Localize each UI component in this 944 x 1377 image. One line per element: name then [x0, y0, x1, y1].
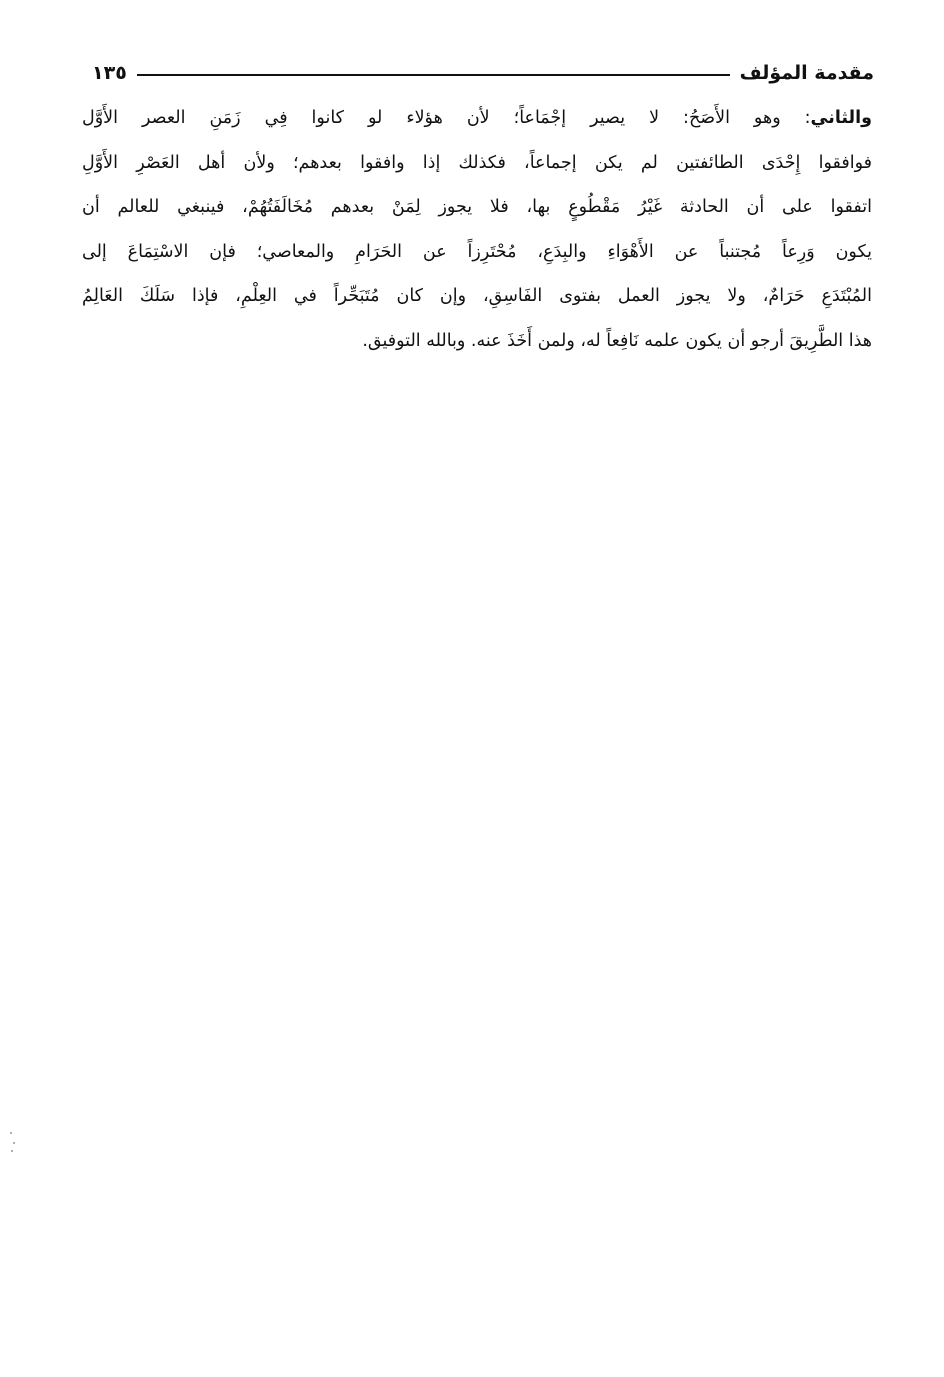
scan-speck — [11, 1150, 13, 1152]
chapter-title: مقدمة المؤلف — [739, 62, 874, 84]
text-line: فوافقوا إِحْدَى الطائفتين لم يكن إجماعاً، فكذلك إذا وافقوا بعدهم؛ ولأن أهل العَصْرِ الأَوَّلِ — [82, 152, 872, 173]
scan-speck — [10, 1132, 12, 1134]
text-line: اتفقوا على أن الحادثة غَيْرُ مَقْطُوعٍ بها، فلا يجوز لِمَنْ بعدهم مُخَالَفَتُهُمْ، فينبغي للعالم أن — [82, 197, 872, 217]
running-header — [92, 56, 874, 90]
page-number: ١٣٥ — [92, 62, 127, 84]
text-line: هذا الطَّرِيقَ أرجو أن يكون علمه نَافِعاً له، ولمن أَخَذَ عنه. وبالله التوفيق. — [362, 330, 872, 351]
text-line: يكون وَرِعاً مُجتنباً عن الأَهْوَاءِ والبِدَعِ، مُحْتَرِزاً عن الحَرَامِ والمعاصي؛ فإن الاسْتِمَاعَ إلى — [82, 241, 872, 262]
scan-specks — [8, 1128, 18, 1168]
scan-speck — [13, 1142, 15, 1144]
text-line — [82, 96, 872, 141]
lead-word: والثاني — [810, 108, 872, 128]
header-rule — [137, 74, 730, 76]
body-paragraph — [82, 96, 872, 363]
text-line: المُبْتَدَعِ حَرَامٌ، ولا يجوز العمل بفتوى الفَاسِقِ، وإن كان مُتَبَحِّراً في العِلْمِ، فإذا سَلَكَ العَالِمُ — [82, 286, 872, 306]
text-line-content: : وهو الأَصَحُ: لا يصير إجْمَاعاً؛ لأن هؤلاء لو كانوا فِي زَمَنِ العصر الأَوَّل — [82, 108, 811, 128]
